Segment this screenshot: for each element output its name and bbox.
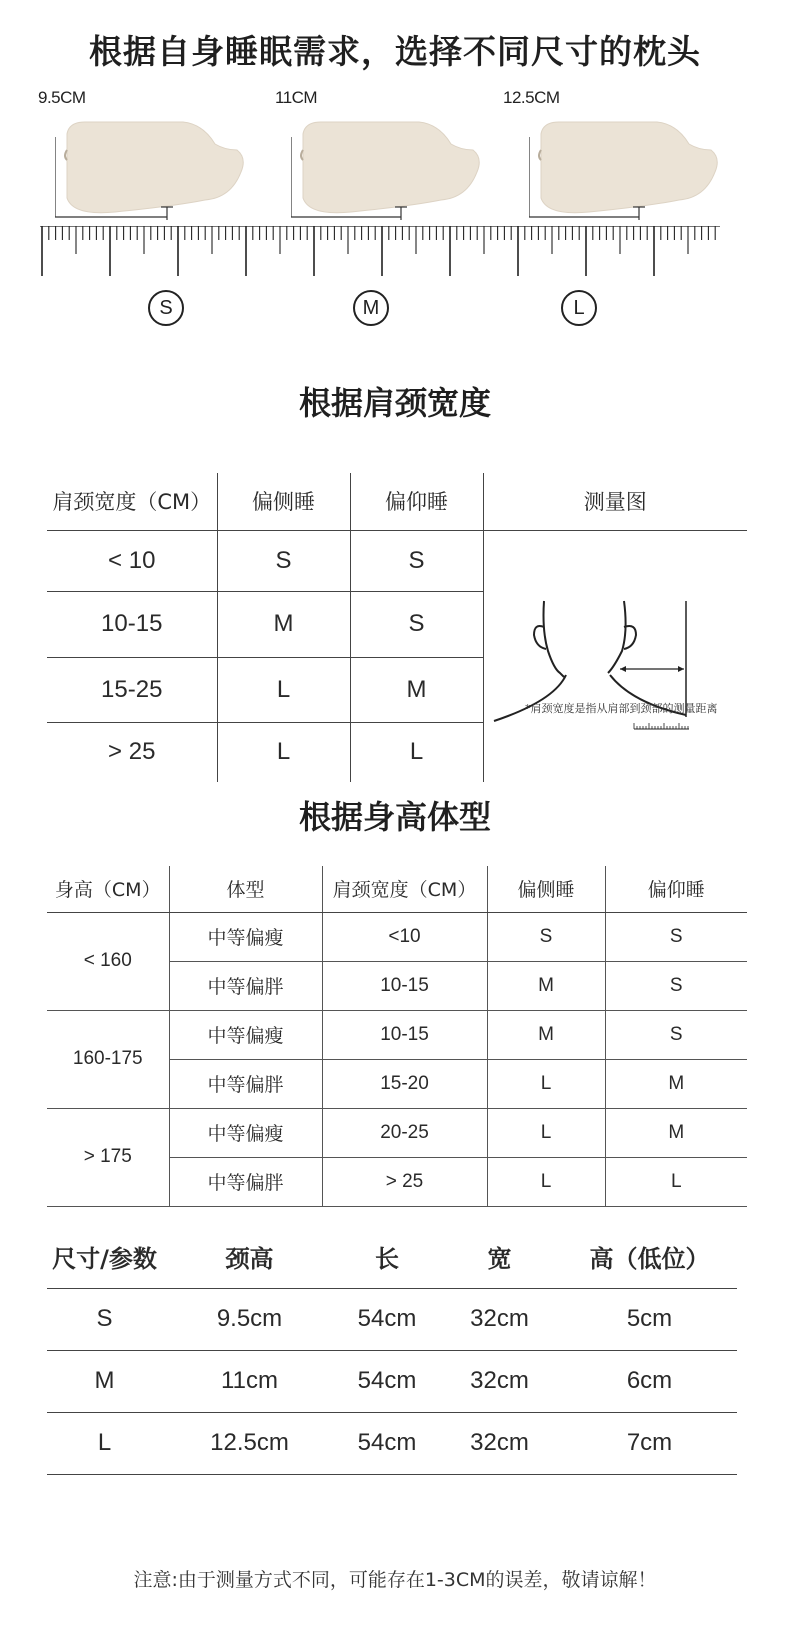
table-cell: 10-15 — [47, 591, 217, 657]
size-parameter-table — [47, 1226, 737, 1475]
table-cell: > 25 — [47, 722, 217, 782]
table-cell: L — [217, 657, 350, 722]
header-side-sleep: 偏侧睡 — [487, 866, 605, 912]
table-cell: L — [350, 722, 483, 782]
footnote: 注意:由于测量方式不同，可能存在1-3CM的误差，敬请谅解！ — [133, 1569, 657, 1591]
table-cell: 54cm — [337, 1350, 437, 1412]
table-cell: 中等偏瘦 — [169, 1108, 322, 1157]
table-cell: 5cm — [562, 1288, 737, 1350]
size-m-badge: M — [353, 290, 389, 326]
table-cell: L — [487, 1157, 605, 1206]
table-cell: 15-20 — [322, 1059, 487, 1108]
table-cell: M — [487, 961, 605, 1010]
height-range-cell: > 175 — [47, 1108, 169, 1206]
header-low-height: 高（低位） — [562, 1226, 737, 1288]
table-cell: <10 — [322, 912, 487, 961]
shoulder-width-table — [47, 473, 747, 782]
table-cell: S — [350, 591, 483, 657]
table-cell: L — [605, 1157, 747, 1206]
header-size-param: 尺寸/参数 — [47, 1226, 162, 1288]
table-cell: 20-25 — [322, 1108, 487, 1157]
size-l-badge: L — [561, 290, 597, 326]
table-cell: S — [605, 961, 747, 1010]
diagram-note: *肩颈宽度是指从肩部到颈部的测量距离 — [525, 702, 718, 715]
header-neck-height: 颈高 — [162, 1226, 337, 1288]
height-range-cell: < 160 — [47, 912, 169, 1010]
header-body-type: 体型 — [169, 866, 322, 912]
table-cell: 中等偏胖 — [169, 1157, 322, 1206]
table-cell: M — [605, 1059, 747, 1108]
table-cell: S — [605, 912, 747, 961]
table-cell: S — [487, 912, 605, 961]
pillow-s-image — [55, 120, 245, 220]
ruler-graphic — [40, 226, 720, 281]
table-cell: < 10 — [47, 530, 217, 591]
header-length: 长 — [337, 1226, 437, 1288]
measurement-diagram-cell — [483, 530, 747, 782]
table-cell: L — [487, 1059, 605, 1108]
table-cell: 9.5cm — [162, 1288, 337, 1350]
table-cell: 中等偏瘦 — [169, 1010, 322, 1059]
header-side-sleep: 偏侧睡 — [217, 473, 350, 530]
pillow-m-image — [291, 120, 481, 220]
table-cell: S — [350, 530, 483, 591]
table-cell: M — [217, 591, 350, 657]
table-cell: L — [487, 1108, 605, 1157]
table-cell: M — [487, 1010, 605, 1059]
table-cell: 中等偏胖 — [169, 961, 322, 1010]
pillow-l-height-label: 12.5CM — [503, 88, 560, 107]
table-cell: 32cm — [437, 1288, 562, 1350]
table-cell: 54cm — [337, 1412, 437, 1474]
header-back-sleep: 偏仰睡 — [605, 866, 747, 912]
table-cell: 10-15 — [322, 1010, 487, 1059]
page-title: 根据自身睡眠需求，选择不同尺寸的枕头 — [89, 32, 701, 71]
header-shoulder-width: 肩颈宽度（CM） — [47, 473, 217, 530]
height-body-table — [47, 866, 747, 1207]
table-cell: 6cm — [562, 1350, 737, 1412]
table-cell: M — [350, 657, 483, 722]
header-diagram: 测量图 — [483, 473, 747, 530]
table-cell: 12.5cm — [162, 1412, 337, 1474]
table-cell: 15-25 — [47, 657, 217, 722]
table-cell: 中等偏瘦 — [169, 912, 322, 961]
size-s-badge: S — [148, 290, 184, 326]
table-cell: M — [47, 1350, 162, 1412]
pillow-size-graphic — [0, 80, 790, 360]
table-cell: 32cm — [437, 1350, 562, 1412]
table-cell: S — [217, 530, 350, 591]
table-cell: 10-15 — [322, 961, 487, 1010]
table-cell: M — [605, 1108, 747, 1157]
table-cell: S — [47, 1288, 162, 1350]
section-shoulder-width-title: 根据肩颈宽度 — [298, 384, 491, 422]
pillow-m-height-label: 11CM — [275, 88, 318, 107]
table-cell: L — [47, 1412, 162, 1474]
height-range-cell: 160-175 — [47, 1010, 169, 1108]
header-height: 身高（CM） — [47, 866, 169, 912]
table-cell: 11cm — [162, 1350, 337, 1412]
section-height-body-title: 根据身高体型 — [298, 798, 491, 836]
table-cell: 32cm — [437, 1412, 562, 1474]
table-cell: 中等偏胖 — [169, 1059, 322, 1108]
header-shoulder-width: 肩颈宽度（CM） — [322, 866, 487, 912]
pillow-l-image — [529, 120, 719, 220]
table-cell: 54cm — [337, 1288, 437, 1350]
table-cell: L — [217, 722, 350, 782]
table-cell: 7cm — [562, 1412, 737, 1474]
header-back-sleep: 偏仰睡 — [350, 473, 483, 530]
header-width: 宽 — [437, 1226, 562, 1288]
table-cell: S — [605, 1010, 747, 1059]
table-cell: > 25 — [322, 1157, 487, 1206]
pillow-s-height-label: 9.5CM — [38, 88, 86, 107]
